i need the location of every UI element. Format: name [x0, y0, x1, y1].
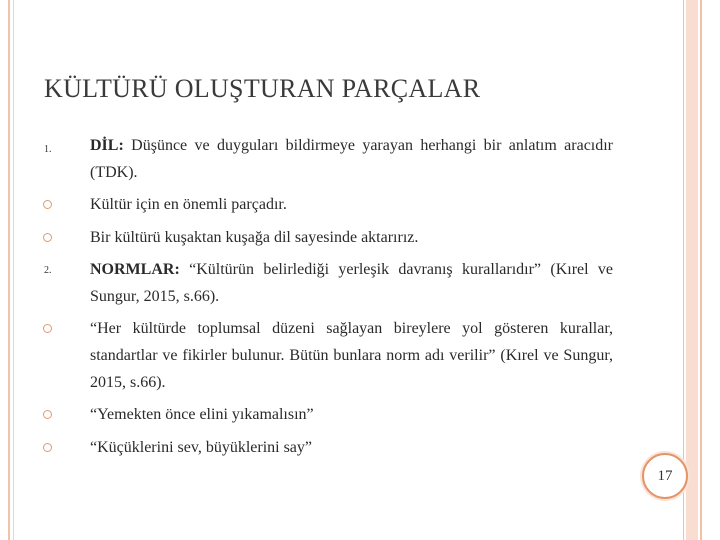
ring-bullet-icon [43, 443, 52, 452]
right-decorative-band [686, 0, 698, 540]
item-label: NORMLAR: [90, 261, 180, 278]
left-decorative-rule [8, 0, 10, 540]
item-text: “Küçüklerini sev, büyüklerini say” [90, 439, 313, 456]
ring-bullet-icon [43, 233, 52, 242]
list-item-dil [90, 132, 613, 186]
item-label: DİL: [90, 137, 124, 154]
list-item-normlar [90, 256, 613, 310]
item-text: Bir kültürü kuşaktan kuşağa dil sayesinde aktarırız. [90, 229, 419, 246]
page-number-badge: 17 [642, 453, 688, 499]
list-number-2: 2. [44, 265, 52, 276]
ring-bullet-icon [43, 200, 52, 209]
slide-title: KÜLTÜRÜ OLUŞTURAN PARÇALAR [44, 74, 481, 103]
list-item [90, 224, 613, 251]
ring-bullet-icon [43, 324, 52, 333]
list-number-1: 1. [44, 144, 52, 155]
item-text: “Her kültürde toplumsal düzeni sağlayan bireylere yol gösteren kurallar, standartlar ve fikirler bulunur. Bütün bunlara norm adı verilir” (Kırel ve Sungur, 2015, s.66). [90, 320, 613, 391]
list-item [90, 434, 613, 461]
list-item [90, 315, 613, 396]
item-text: “Yemekten önce elini yıkamalısın” [90, 406, 314, 423]
list-item [90, 191, 613, 218]
item-text: Kültür için en önemli parçadır. [90, 196, 287, 213]
list-item [90, 401, 613, 428]
right-decorative-line-inner [683, 0, 684, 540]
left-decorative-rule-thin [13, 0, 14, 540]
item-text: “Kültürün belirlediği yerleşik davranış kurallarıdır” (Kırel ve Sungur, 2015, s.66). [90, 261, 614, 305]
right-decorative-line [700, 0, 702, 540]
ring-bullet-icon [43, 410, 52, 419]
item-text: Düşünce ve duyguları bildirmeye yarayan herhangi bir anlatım aracıdır (TDK). [90, 137, 614, 181]
